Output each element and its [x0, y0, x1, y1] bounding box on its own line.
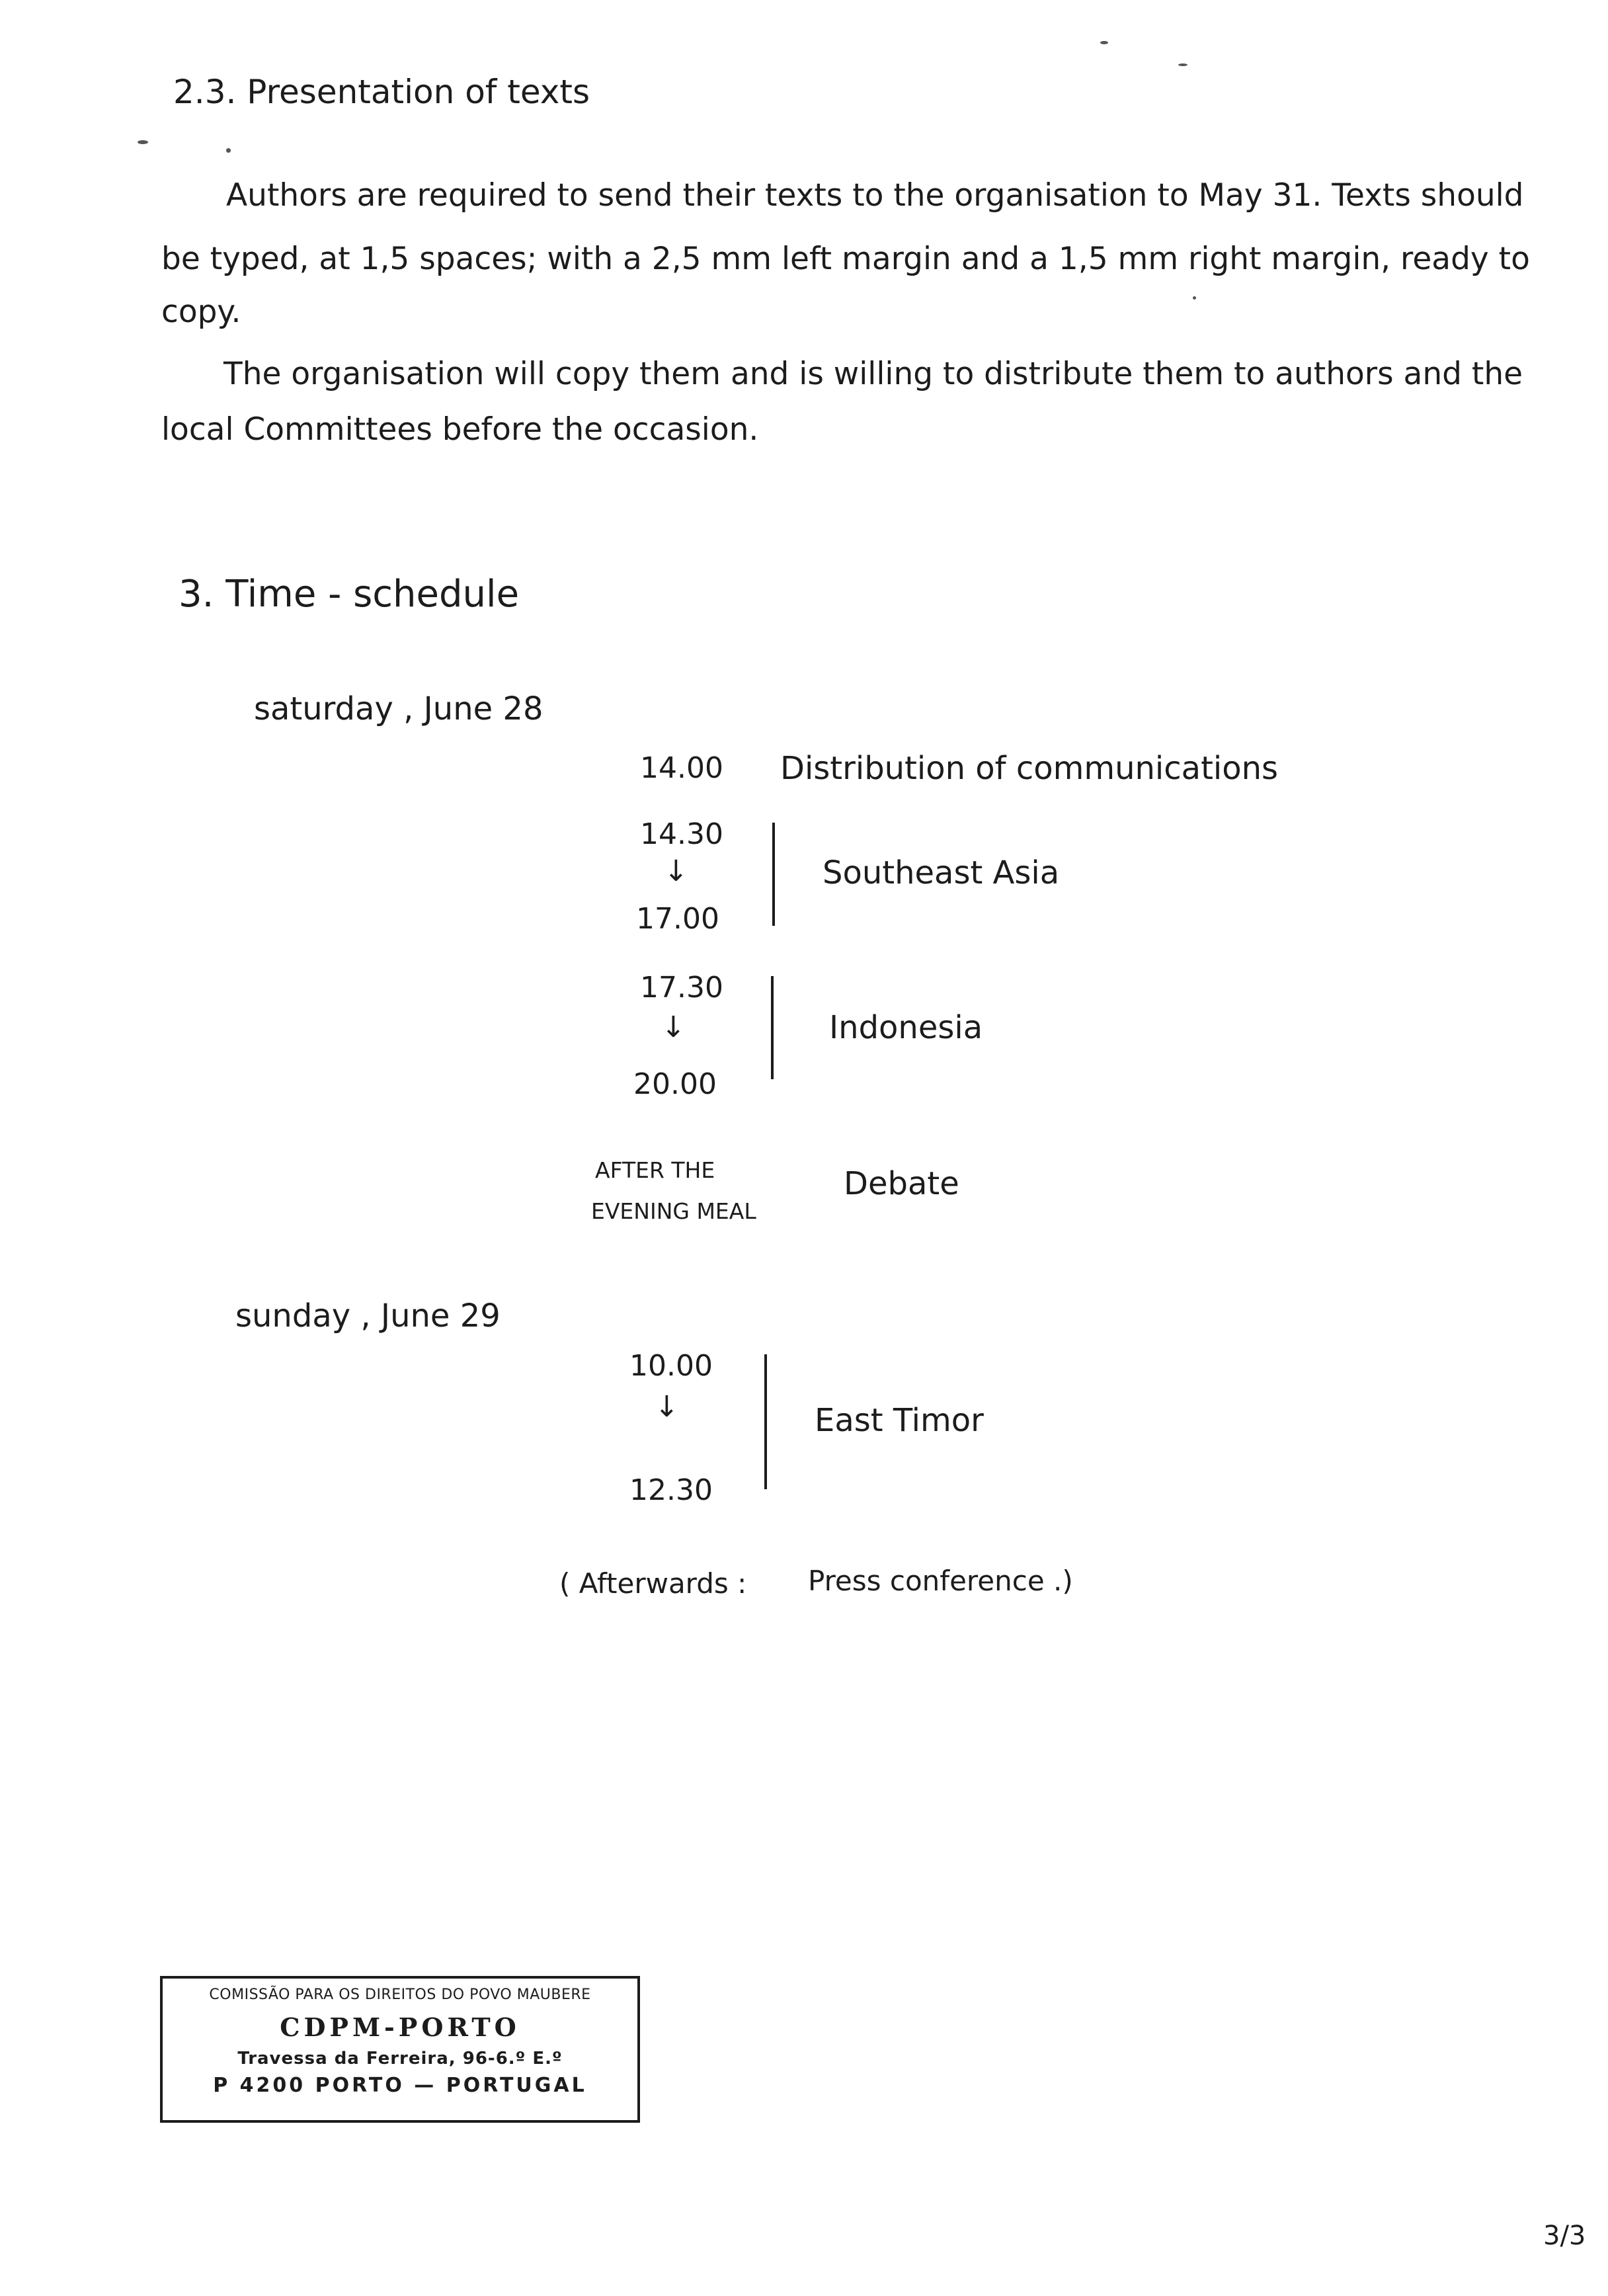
scan-speck	[138, 140, 148, 144]
paragraph-1-line-1: Authors are required to send their texts to the organisation to May 31. Texts should	[226, 177, 1524, 214]
time-after-evening-meal-line-2: EVENING MEAL	[591, 1198, 756, 1224]
paragraph-2-line-2: local Committees before the occasion.	[161, 411, 759, 448]
activity-distribution: Distribution of communications	[780, 750, 1279, 787]
activity-debate: Debate	[844, 1165, 959, 1202]
page-number: 3/3	[1543, 2221, 1586, 2251]
afterwards-label: ( Afterwards :	[559, 1567, 747, 1600]
paragraph-1-line-3: copy.	[161, 294, 241, 330]
stamp-line-1: COMISSÃO PARA OS DIREITOS DO POVO MAUBERE	[209, 1987, 591, 2003]
arrow-down-icon: ↓	[655, 1390, 679, 1424]
stamp-line-4: P 4200 PORTO — PORTUGAL	[213, 2074, 587, 2097]
bracket-line	[772, 823, 775, 926]
section-2-3-heading: 2.3. Presentation of texts	[173, 73, 590, 111]
scan-speck	[1178, 63, 1187, 66]
day-label-sunday: sunday , June 29	[235, 1297, 501, 1334]
stamp-line-3: Travessa da Ferreira, 96-6.º E.º	[237, 2049, 563, 2069]
time-start-1430: 14.30	[640, 817, 723, 851]
time-end-1230: 12.30	[629, 1473, 713, 1507]
time-end-2000: 20.00	[633, 1067, 717, 1101]
section-3-heading: 3. Time - schedule	[179, 573, 520, 616]
afterwards-press-conference: Press conference .)	[808, 1565, 1073, 1597]
day-label-saturday: saturday , June 28	[254, 690, 543, 727]
bracket-line	[764, 1354, 767, 1489]
scan-speck	[226, 148, 231, 153]
scan-speck	[1193, 296, 1196, 300]
bracket-line	[771, 976, 774, 1079]
activity-southeast-asia: Southeast Asia	[823, 854, 1060, 891]
activity-east-timor: East Timor	[815, 1402, 984, 1439]
organisation-stamp	[160, 1976, 640, 2123]
time-end-1700: 17.00	[636, 902, 719, 936]
time-after-evening-meal-line-1: AFTER THE	[595, 1157, 715, 1183]
time-start-1730: 17.30	[640, 971, 723, 1004]
paragraph-1-line-2: be typed, at 1,5 spaces; with a 2,5 mm left margin and a 1,5 mm right margin, ready to	[161, 241, 1530, 277]
time-1400: 14.00	[640, 751, 723, 785]
stamp-line-2: CDPM-PORTO	[280, 2012, 520, 2042]
time-start-1000: 10.00	[629, 1349, 713, 1383]
activity-indonesia: Indonesia	[829, 1009, 983, 1046]
scan-speck	[1100, 41, 1108, 44]
arrow-down-icon: ↓	[664, 854, 688, 888]
paragraph-2-line-1: The organisation will copy them and is willing to distribute them to authors and the	[223, 356, 1523, 392]
arrow-down-icon: ↓	[661, 1010, 686, 1044]
